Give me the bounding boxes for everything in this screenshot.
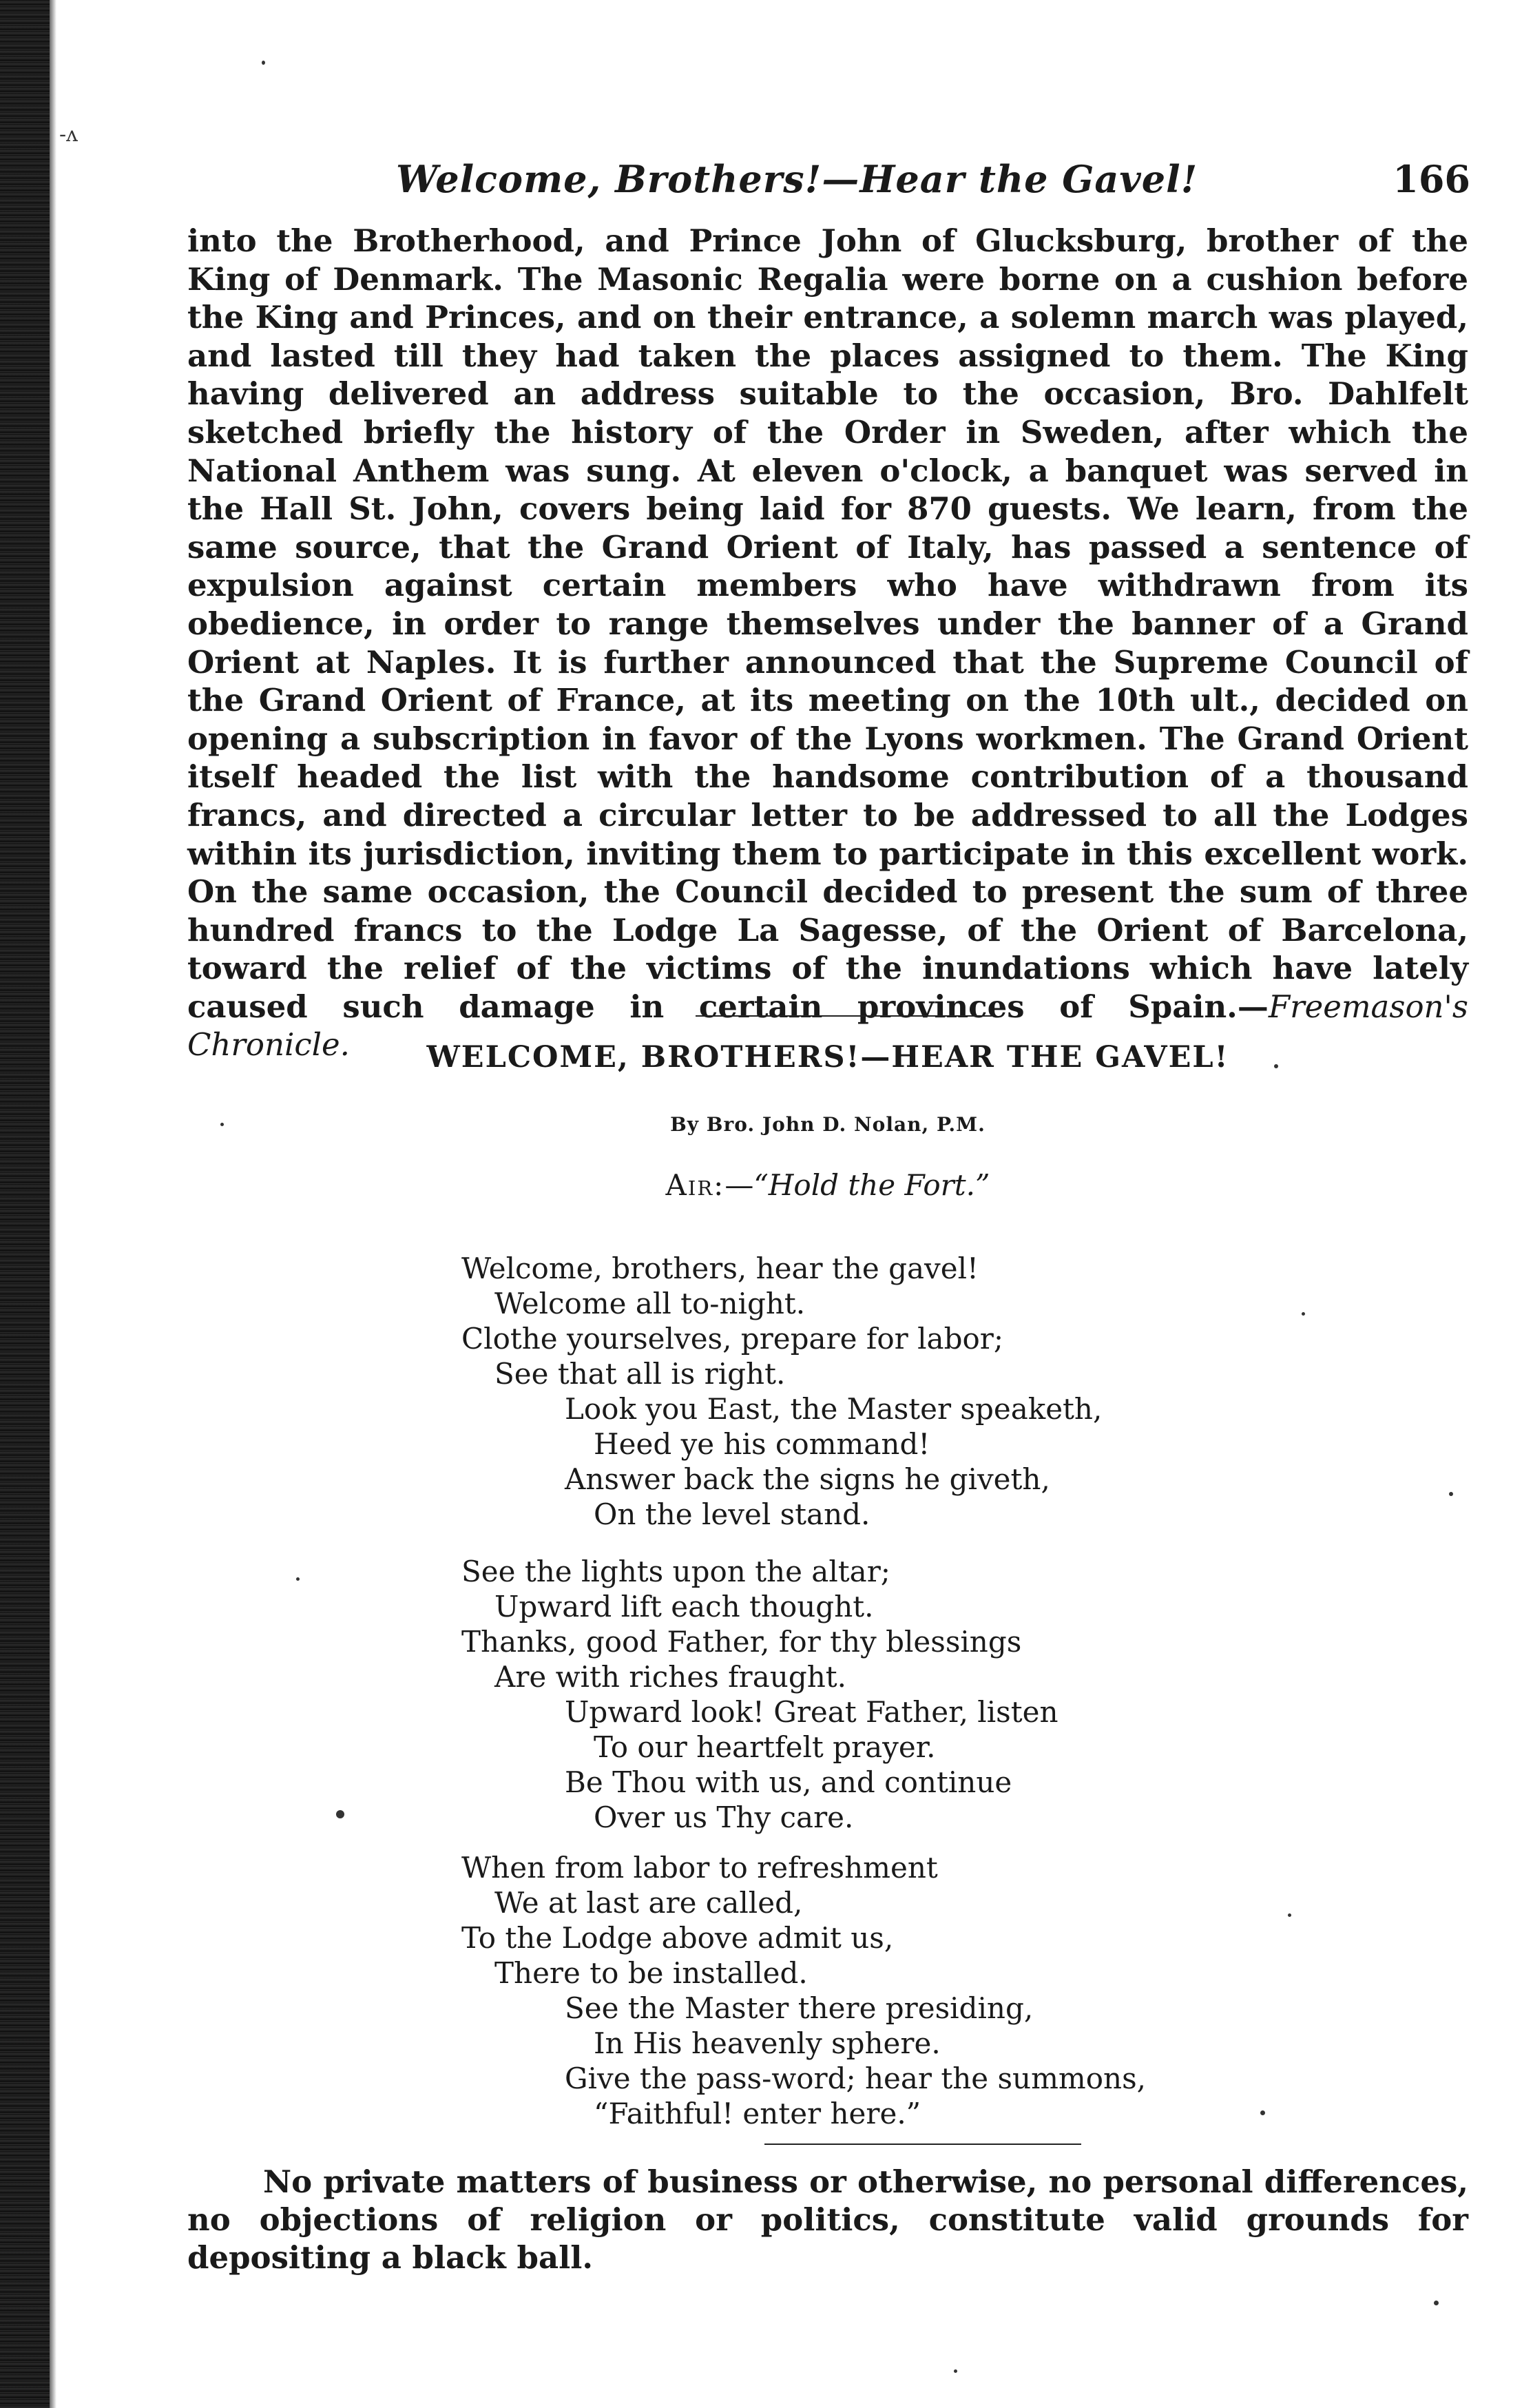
- stanza-line: See the Master there presiding,: [565, 1991, 1034, 2025]
- song-author: By Bro. John D. Nolan, P.M.: [670, 1113, 985, 1136]
- scan-speck: [1434, 2301, 1439, 2305]
- body-paragraph: [187, 222, 1468, 1064]
- stanza-line: See that all is right.: [494, 1357, 786, 1391]
- stanza-line: Welcome all to-night.: [494, 1287, 806, 1320]
- stanza-line: “Faithful! enter here.”: [594, 2097, 921, 2130]
- stanza-line: We at last are called,: [494, 1886, 803, 1920]
- song-stanza-1: [461, 1251, 1288, 1532]
- closing-paragraph-text: No private matters of business or otherwise, no personal differences, no objections of religion or politics, constitute valid grounds for depositing a black ball.: [187, 2163, 1468, 2276]
- stanza-line: To our heartfelt prayer.: [594, 1730, 936, 1764]
- page-number: 166: [1393, 157, 1470, 201]
- stanza-line: Thanks, good Father, for thy blessings: [461, 1625, 1022, 1659]
- song-stanza-3: [461, 1850, 1288, 2131]
- body-paragraph-text: [187, 222, 1468, 1064]
- air-label: Air:: [665, 1168, 725, 1202]
- stanza-line: In His heavenly sphere.: [594, 2026, 941, 2060]
- scan-speck: [954, 2369, 957, 2373]
- margin-mark: -ʌ: [59, 123, 79, 147]
- stanza-line: Answer back the signs he giveth,: [565, 1462, 1050, 1496]
- scan-speck: [336, 1810, 344, 1818]
- scan-speck: [220, 1123, 224, 1126]
- source-citation: Freemason's Chronicle.: [187, 988, 1468, 1063]
- song-title: WELCOME, BROTHERS!—HEAR THE GAVEL!: [426, 1040, 1229, 1075]
- stanza-line: When from labor to refreshment: [461, 1851, 938, 1885]
- stanza-line: Upward look! Great Father, listen: [565, 1695, 1058, 1729]
- stanza-line: See the lights upon the altar;: [461, 1555, 890, 1588]
- running-header-title: Welcome, Brothers!—Hear the Gavel!: [396, 157, 1198, 201]
- scan-speck: [262, 61, 265, 65]
- stanza-line: Over us Thy care.: [594, 1800, 854, 1834]
- stanza-line: On the level stand.: [594, 1497, 870, 1531]
- scan-speck: [1260, 2110, 1265, 2115]
- stanza-line: Be Thou with us, and continue: [565, 1765, 1012, 1799]
- stanza-line: Are with riches fraught.: [494, 1660, 846, 1694]
- stanza-line: Clothe yourselves, prepare for labor;: [461, 1322, 1003, 1356]
- song-stanza-2: [461, 1554, 1288, 1835]
- stanza-line: Look you East, the Master speaketh,: [565, 1392, 1103, 1426]
- stanza-line: Upward lift each thought.: [494, 1590, 874, 1623]
- scan-speck: [1449, 1492, 1453, 1496]
- scan-speck: [1274, 1064, 1278, 1068]
- song-air: Air:—“Hold the Fort.”: [665, 1168, 990, 1202]
- stanza-line: To the Lodge above admit us,: [461, 1921, 894, 1955]
- stanza-line: There to be installed.: [494, 1956, 808, 1990]
- stanza-line: Heed ye his command!: [594, 1427, 930, 1461]
- scan-speck: [1302, 1312, 1305, 1316]
- air-tune: “Hold the Fort.”: [753, 1168, 990, 1202]
- stanza-line: Give the pass-word; hear the summons,: [565, 2062, 1146, 2095]
- running-header: [396, 157, 1470, 219]
- body-paragraph-main: into the Brotherhood, and Prince John of Glucksburg, brother of the King of Denmark. The Masonic Regalia were borne on a cushion before the King and Princes, and on their entrance, a solemn march was played, and lasted till they had taken the places assigned to them. The King having delivered an address suitable to the occasion, Bro. Dahlfelt sketched briefly the history of the Order in Sweden, after which the National Anthem was sung. At eleven o'clock, a banquet was served in the Hall St. John, covers being laid for 870 guests. We learn, from the same source, that the Grand Orient of Italy, has passed a sentence of expulsion against certain members who have withdrawn from its obedience, in order to range themselves under the banner of a Grand Orient at Naples. It is further announced that the Supreme Council of the Grand Orient of France, at its meeting on the 10th ult., decided on opening a subscription in favor of the Lyons workmen. The Grand Orient itself headed the list with the handsome contribution of a thousand francs, and directed a circular letter to be addressed to all the Lodges within its jurisdiction, inviting them to participate in this excellent work. On the same occasion, the Council decided to present the sum of three hundred francs to the Lodge La Sagesse, of the Orient of Barcelona, toward the relief of the victims of the inundations which have lately caused such damage in certain provinces of Spain.—: [187, 222, 1468, 1025]
- closing-divider: [764, 2144, 1081, 2145]
- scan-speck: [296, 1577, 300, 1581]
- closing-paragraph: [187, 2163, 1468, 2276]
- stanza-line: Welcome, brothers, hear the gavel!: [461, 1252, 979, 1285]
- section-divider: [696, 1015, 992, 1017]
- scan-speck: [1288, 1913, 1291, 1917]
